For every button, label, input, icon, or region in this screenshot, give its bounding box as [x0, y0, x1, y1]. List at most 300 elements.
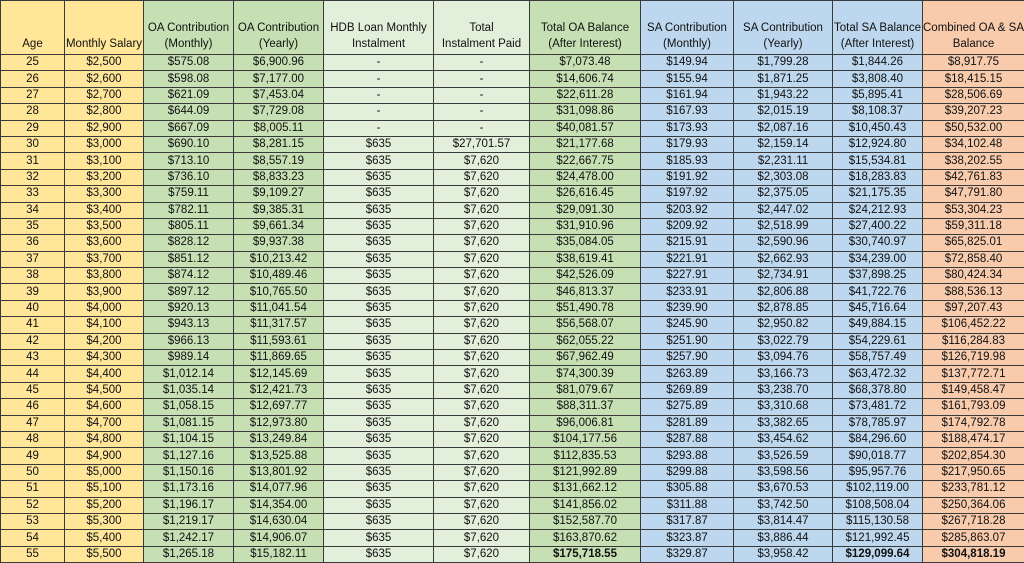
cell-combined-balance[interactable]: $202,854.30	[923, 448, 1024, 464]
cell-total-sa-balance[interactable]: $18,283.83	[833, 169, 923, 185]
cell-total-sa-balance[interactable]: $24,212.93	[833, 202, 923, 218]
cell-oa-monthly[interactable]: $667.09	[144, 120, 234, 136]
cell-oa-yearly[interactable]: $7,177.00	[234, 71, 324, 87]
cell-monthly-salary[interactable]: $3,900	[65, 284, 144, 300]
cell-oa-monthly[interactable]: $782.11	[144, 202, 234, 218]
cell-combined-balance[interactable]: $28,506.69	[923, 87, 1024, 103]
cell-oa-monthly[interactable]: $805.11	[144, 218, 234, 234]
header-age[interactable]	[1, 1, 65, 55]
cell-total-oa-balance[interactable]: $88,311.37	[530, 399, 641, 415]
cell-total-sa-balance[interactable]: $3,808.40	[833, 71, 923, 87]
cell-hdb-loan-instalment[interactable]: $635	[324, 350, 434, 366]
cell-oa-monthly[interactable]: $598.08	[144, 71, 234, 87]
cell-oa-monthly[interactable]: $1,265.18	[144, 546, 234, 562]
cell-combined-balance[interactable]: $53,304.23	[923, 202, 1024, 218]
cell-total-oa-balance[interactable]: $21,177.68	[530, 136, 641, 152]
cell-total-oa-balance[interactable]: $104,177.56	[530, 431, 641, 447]
cell-total-instalment-paid[interactable]: $7,620	[434, 202, 530, 218]
cell-age[interactable]: 34	[1, 202, 65, 218]
cell-total-sa-balance[interactable]: $84,296.60	[833, 431, 923, 447]
cell-age[interactable]: 48	[1, 431, 65, 447]
cell-sa-monthly[interactable]: $281.89	[641, 415, 734, 431]
cell-total-oa-balance[interactable]: $29,091.30	[530, 202, 641, 218]
cell-hdb-loan-instalment[interactable]: $635	[324, 251, 434, 267]
cell-oa-monthly[interactable]: $1,219.17	[144, 513, 234, 529]
cell-sa-yearly[interactable]: $2,159.14	[734, 136, 833, 152]
cell-oa-monthly[interactable]: $828.12	[144, 235, 234, 251]
cell-total-sa-balance[interactable]: $102,119.00	[833, 481, 923, 497]
cell-total-oa-balance[interactable]: $67,962.49	[530, 350, 641, 366]
cell-oa-yearly[interactable]: $11,041.54	[234, 300, 324, 316]
cell-age[interactable]: 55	[1, 546, 65, 562]
cell-oa-monthly[interactable]: $1,104.15	[144, 431, 234, 447]
cell-oa-yearly[interactable]: $13,801.92	[234, 464, 324, 480]
cell-sa-yearly[interactable]: $3,670.53	[734, 481, 833, 497]
cell-monthly-salary[interactable]: $2,800	[65, 104, 144, 120]
cell-oa-monthly[interactable]: $736.10	[144, 169, 234, 185]
cell-total-instalment-paid[interactable]: $7,620	[434, 218, 530, 234]
cell-sa-monthly[interactable]: $185.93	[641, 153, 734, 169]
cell-oa-monthly[interactable]: $621.09	[144, 87, 234, 103]
cell-total-instalment-paid[interactable]: -	[434, 55, 530, 71]
cell-total-oa-balance[interactable]: $112,835.53	[530, 448, 641, 464]
cell-sa-monthly[interactable]: $227.91	[641, 268, 734, 284]
cell-sa-monthly[interactable]: $203.92	[641, 202, 734, 218]
header-hdb-loan-instalment[interactable]	[324, 1, 434, 55]
cell-hdb-loan-instalment[interactable]: -	[324, 55, 434, 71]
cell-monthly-salary[interactable]: $3,300	[65, 186, 144, 202]
cell-oa-yearly[interactable]: $13,525.88	[234, 448, 324, 464]
cell-sa-yearly[interactable]: $1,943.22	[734, 87, 833, 103]
cell-sa-monthly[interactable]: $305.88	[641, 481, 734, 497]
cell-combined-balance[interactable]: $42,761.83	[923, 169, 1024, 185]
cell-oa-yearly[interactable]: $14,354.00	[234, 497, 324, 513]
cell-sa-monthly[interactable]: $299.88	[641, 464, 734, 480]
cell-combined-balance[interactable]: $97,207.43	[923, 300, 1024, 316]
cell-age[interactable]: 50	[1, 464, 65, 480]
cell-age[interactable]: 40	[1, 300, 65, 316]
cell-hdb-loan-instalment[interactable]: $635	[324, 169, 434, 185]
cell-combined-balance[interactable]: $38,202.55	[923, 153, 1024, 169]
cell-total-instalment-paid[interactable]: $7,620	[434, 415, 530, 431]
cell-hdb-loan-instalment[interactable]: $635	[324, 300, 434, 316]
cell-monthly-salary[interactable]: $3,800	[65, 268, 144, 284]
cell-age[interactable]: 32	[1, 169, 65, 185]
cell-total-oa-balance[interactable]: $31,098.86	[530, 104, 641, 120]
cell-age[interactable]: 29	[1, 120, 65, 136]
cell-hdb-loan-instalment[interactable]: $635	[324, 448, 434, 464]
cell-hdb-loan-instalment[interactable]: $635	[324, 268, 434, 284]
cell-total-sa-balance[interactable]: $68,378.80	[833, 382, 923, 398]
cell-oa-yearly[interactable]: $9,109.27	[234, 186, 324, 202]
cell-age[interactable]: 44	[1, 366, 65, 382]
cell-oa-monthly[interactable]: $1,242.17	[144, 530, 234, 546]
cell-sa-yearly[interactable]: $2,662.93	[734, 251, 833, 267]
cell-combined-balance[interactable]: $149,458.47	[923, 382, 1024, 398]
cell-monthly-salary[interactable]: $4,400	[65, 366, 144, 382]
cell-age[interactable]: 49	[1, 448, 65, 464]
cell-sa-monthly[interactable]: $155.94	[641, 71, 734, 87]
cell-hdb-loan-instalment[interactable]: -	[324, 104, 434, 120]
cell-combined-balance[interactable]: $304,818.19	[923, 546, 1024, 562]
cell-sa-monthly[interactable]: $239.90	[641, 300, 734, 316]
cell-monthly-salary[interactable]: $4,900	[65, 448, 144, 464]
cell-combined-balance[interactable]: $59,311.18	[923, 218, 1024, 234]
cell-sa-yearly[interactable]: $3,958.42	[734, 546, 833, 562]
cell-hdb-loan-instalment[interactable]: $635	[324, 186, 434, 202]
cell-age[interactable]: 28	[1, 104, 65, 120]
header-sa-yearly[interactable]	[734, 1, 833, 55]
cell-total-oa-balance[interactable]: $46,813.37	[530, 284, 641, 300]
cell-total-oa-balance[interactable]: $7,073.48	[530, 55, 641, 71]
cell-total-instalment-paid[interactable]: $7,620	[434, 153, 530, 169]
cell-sa-monthly[interactable]: $209.92	[641, 218, 734, 234]
cell-monthly-salary[interactable]: $4,200	[65, 333, 144, 349]
cell-sa-monthly[interactable]: $251.90	[641, 333, 734, 349]
header-combined-balance[interactable]	[923, 1, 1024, 55]
cell-hdb-loan-instalment[interactable]: $635	[324, 218, 434, 234]
cell-total-instalment-paid[interactable]: $7,620	[434, 268, 530, 284]
cell-monthly-salary[interactable]: $5,400	[65, 530, 144, 546]
cell-sa-yearly[interactable]: $3,886.44	[734, 530, 833, 546]
cell-total-instalment-paid[interactable]: $7,620	[434, 186, 530, 202]
cell-age[interactable]: 26	[1, 71, 65, 87]
cell-sa-yearly[interactable]: $2,375.05	[734, 186, 833, 202]
cell-total-sa-balance[interactable]: $8,108.37	[833, 104, 923, 120]
cell-hdb-loan-instalment[interactable]: $635	[324, 464, 434, 480]
cell-total-instalment-paid[interactable]: $7,620	[434, 350, 530, 366]
cell-sa-monthly[interactable]: $293.88	[641, 448, 734, 464]
cell-sa-yearly[interactable]: $1,799.28	[734, 55, 833, 71]
cell-oa-yearly[interactable]: $14,630.04	[234, 513, 324, 529]
cell-total-sa-balance[interactable]: $1,844.26	[833, 55, 923, 71]
cell-total-instalment-paid[interactable]: $7,620	[434, 399, 530, 415]
cell-oa-monthly[interactable]: $1,058.15	[144, 399, 234, 415]
cell-total-instalment-paid[interactable]: $7,620	[434, 366, 530, 382]
cell-oa-yearly[interactable]: $7,729.08	[234, 104, 324, 120]
cell-sa-monthly[interactable]: $191.92	[641, 169, 734, 185]
cell-sa-yearly[interactable]: $3,094.76	[734, 350, 833, 366]
cell-total-sa-balance[interactable]: $12,924.80	[833, 136, 923, 152]
cell-total-oa-balance[interactable]: $152,587.70	[530, 513, 641, 529]
cell-sa-monthly[interactable]: $275.89	[641, 399, 734, 415]
header-total-instalment-paid[interactable]	[434, 1, 530, 55]
cell-total-sa-balance[interactable]: $30,740.97	[833, 235, 923, 251]
cell-oa-monthly[interactable]: $690.10	[144, 136, 234, 152]
cell-total-sa-balance[interactable]: $129,099.64	[833, 546, 923, 562]
cell-monthly-salary[interactable]: $4,700	[65, 415, 144, 431]
cell-age[interactable]: 41	[1, 317, 65, 333]
cell-age[interactable]: 31	[1, 153, 65, 169]
cell-sa-monthly[interactable]: $233.91	[641, 284, 734, 300]
cell-monthly-salary[interactable]: $3,100	[65, 153, 144, 169]
cell-combined-balance[interactable]: $80,424.34	[923, 268, 1024, 284]
cell-monthly-salary[interactable]: $5,100	[65, 481, 144, 497]
cell-monthly-salary[interactable]: $4,800	[65, 431, 144, 447]
cell-sa-yearly[interactable]: $3,526.59	[734, 448, 833, 464]
cell-oa-monthly[interactable]: $851.12	[144, 251, 234, 267]
cell-total-sa-balance[interactable]: $54,229.61	[833, 333, 923, 349]
cell-age[interactable]: 36	[1, 235, 65, 251]
cell-sa-yearly[interactable]: $2,518.99	[734, 218, 833, 234]
cell-combined-balance[interactable]: $188,474.17	[923, 431, 1024, 447]
cell-total-instalment-paid[interactable]: $7,620	[434, 448, 530, 464]
cell-total-oa-balance[interactable]: $62,055.22	[530, 333, 641, 349]
cell-total-oa-balance[interactable]: $26,616.45	[530, 186, 641, 202]
cell-total-instalment-paid[interactable]: $7,620	[434, 333, 530, 349]
cell-oa-monthly[interactable]: $1,173.16	[144, 481, 234, 497]
header-total-oa-balance[interactable]	[530, 1, 641, 55]
cell-age[interactable]: 52	[1, 497, 65, 513]
cell-sa-yearly[interactable]: $2,087.16	[734, 120, 833, 136]
cell-monthly-salary[interactable]: $2,900	[65, 120, 144, 136]
cell-sa-yearly[interactable]: $2,950.82	[734, 317, 833, 333]
cell-age[interactable]: 35	[1, 218, 65, 234]
cell-sa-monthly[interactable]: $179.93	[641, 136, 734, 152]
cell-total-instalment-paid[interactable]: -	[434, 87, 530, 103]
cell-total-oa-balance[interactable]: $14,606.74	[530, 71, 641, 87]
cell-oa-monthly[interactable]: $1,127.16	[144, 448, 234, 464]
cell-sa-monthly[interactable]: $197.92	[641, 186, 734, 202]
cell-monthly-salary[interactable]: $3,500	[65, 218, 144, 234]
cell-total-instalment-paid[interactable]: $7,620	[434, 382, 530, 398]
cell-oa-yearly[interactable]: $11,593.61	[234, 333, 324, 349]
cell-total-instalment-paid[interactable]: $7,620	[434, 235, 530, 251]
cell-total-sa-balance[interactable]: $10,450.43	[833, 120, 923, 136]
cell-hdb-loan-instalment[interactable]: $635	[324, 546, 434, 562]
cell-combined-balance[interactable]: $65,825.01	[923, 235, 1024, 251]
cell-total-instalment-paid[interactable]: $7,620	[434, 251, 530, 267]
cell-sa-monthly[interactable]: $221.91	[641, 251, 734, 267]
cell-sa-monthly[interactable]: $263.89	[641, 366, 734, 382]
cell-hdb-loan-instalment[interactable]: $635	[324, 497, 434, 513]
cell-sa-yearly[interactable]: $2,231.11	[734, 153, 833, 169]
cell-oa-monthly[interactable]: $713.10	[144, 153, 234, 169]
cell-oa-monthly[interactable]: $943.13	[144, 317, 234, 333]
cell-oa-yearly[interactable]: $7,453.04	[234, 87, 324, 103]
cell-sa-yearly[interactable]: $3,742.50	[734, 497, 833, 513]
cell-sa-yearly[interactable]: $3,166.73	[734, 366, 833, 382]
cell-total-oa-balance[interactable]: $56,568.07	[530, 317, 641, 333]
cell-oa-yearly[interactable]: $9,385.31	[234, 202, 324, 218]
cell-age[interactable]: 42	[1, 333, 65, 349]
cell-oa-yearly[interactable]: $8,833.23	[234, 169, 324, 185]
cell-oa-yearly[interactable]: $11,317.57	[234, 317, 324, 333]
cell-oa-yearly[interactable]: $11,869.65	[234, 350, 324, 366]
cell-sa-yearly[interactable]: $2,590.96	[734, 235, 833, 251]
cell-hdb-loan-instalment[interactable]: -	[324, 120, 434, 136]
header-oa-yearly[interactable]	[234, 1, 324, 55]
cell-combined-balance[interactable]: $161,793.09	[923, 399, 1024, 415]
cell-total-sa-balance[interactable]: $108,508.04	[833, 497, 923, 513]
cell-monthly-salary[interactable]: $2,600	[65, 71, 144, 87]
cell-oa-monthly[interactable]: $644.09	[144, 104, 234, 120]
cell-total-sa-balance[interactable]: $121,992.45	[833, 530, 923, 546]
cell-sa-monthly[interactable]: $245.90	[641, 317, 734, 333]
cell-oa-yearly[interactable]: $12,973.80	[234, 415, 324, 431]
cell-monthly-salary[interactable]: $3,700	[65, 251, 144, 267]
cell-sa-yearly[interactable]: $3,454.62	[734, 431, 833, 447]
cell-oa-yearly[interactable]: $10,489.46	[234, 268, 324, 284]
cell-total-instalment-paid[interactable]: $7,620	[434, 284, 530, 300]
cell-combined-balance[interactable]: $174,792.78	[923, 415, 1024, 431]
cell-total-oa-balance[interactable]: $31,910.96	[530, 218, 641, 234]
cell-oa-monthly[interactable]: $759.11	[144, 186, 234, 202]
cell-sa-yearly[interactable]: $2,878.85	[734, 300, 833, 316]
cell-combined-balance[interactable]: $50,532.00	[923, 120, 1024, 136]
cell-oa-yearly[interactable]: $8,557.19	[234, 153, 324, 169]
cell-total-sa-balance[interactable]: $45,716.64	[833, 300, 923, 316]
cell-oa-yearly[interactable]: $9,937.38	[234, 235, 324, 251]
cell-total-oa-balance[interactable]: $175,718.55	[530, 546, 641, 562]
cell-sa-monthly[interactable]: $323.87	[641, 530, 734, 546]
header-monthly-salary[interactable]	[65, 1, 144, 55]
cell-age[interactable]: 33	[1, 186, 65, 202]
cell-sa-monthly[interactable]: $287.88	[641, 431, 734, 447]
cell-monthly-salary[interactable]: $3,600	[65, 235, 144, 251]
cell-sa-yearly[interactable]: $3,022.79	[734, 333, 833, 349]
cell-sa-monthly[interactable]: $161.94	[641, 87, 734, 103]
cell-hdb-loan-instalment[interactable]: $635	[324, 366, 434, 382]
header-oa-monthly[interactable]	[144, 1, 234, 55]
cell-sa-monthly[interactable]: $215.91	[641, 235, 734, 251]
cell-sa-monthly[interactable]: $269.89	[641, 382, 734, 398]
cell-total-oa-balance[interactable]: $51,490.78	[530, 300, 641, 316]
cell-combined-balance[interactable]: $285,863.07	[923, 530, 1024, 546]
cell-sa-monthly[interactable]: $167.93	[641, 104, 734, 120]
cell-monthly-salary[interactable]: $4,500	[65, 382, 144, 398]
cell-oa-yearly[interactable]: $12,421.73	[234, 382, 324, 398]
cell-oa-monthly[interactable]: $575.08	[144, 55, 234, 71]
cell-sa-yearly[interactable]: $2,734.91	[734, 268, 833, 284]
cell-sa-yearly[interactable]: $3,238.70	[734, 382, 833, 398]
cell-combined-balance[interactable]: $8,917.75	[923, 55, 1024, 71]
cell-sa-monthly[interactable]: $329.87	[641, 546, 734, 562]
cell-oa-yearly[interactable]: $8,005.11	[234, 120, 324, 136]
cell-monthly-salary[interactable]: $4,000	[65, 300, 144, 316]
cell-hdb-loan-instalment[interactable]: $635	[324, 399, 434, 415]
cell-oa-yearly[interactable]: $14,077.96	[234, 481, 324, 497]
cell-sa-monthly[interactable]: $173.93	[641, 120, 734, 136]
cell-oa-monthly[interactable]: $874.12	[144, 268, 234, 284]
cell-total-instalment-paid[interactable]: $7,620	[434, 464, 530, 480]
cell-total-sa-balance[interactable]: $27,400.22	[833, 218, 923, 234]
cell-hdb-loan-instalment[interactable]: $635	[324, 284, 434, 300]
cell-total-instalment-paid[interactable]: $7,620	[434, 300, 530, 316]
cell-age[interactable]: 27	[1, 87, 65, 103]
cell-age[interactable]: 53	[1, 513, 65, 529]
cell-total-sa-balance[interactable]: $49,884.15	[833, 317, 923, 333]
cell-oa-yearly[interactable]: $14,906.07	[234, 530, 324, 546]
cell-total-instalment-paid[interactable]: -	[434, 104, 530, 120]
cell-total-sa-balance[interactable]: $58,757.49	[833, 350, 923, 366]
cell-age[interactable]: 38	[1, 268, 65, 284]
cell-total-oa-balance[interactable]: $163,870.62	[530, 530, 641, 546]
cell-oa-monthly[interactable]: $1,081.15	[144, 415, 234, 431]
cell-hdb-loan-instalment[interactable]: $635	[324, 530, 434, 546]
cell-oa-yearly[interactable]: $10,765.50	[234, 284, 324, 300]
cell-total-instalment-paid[interactable]: $7,620	[434, 481, 530, 497]
cell-oa-yearly[interactable]: $15,182.11	[234, 546, 324, 562]
cell-total-oa-balance[interactable]: $141,856.02	[530, 497, 641, 513]
cell-combined-balance[interactable]: $72,858.40	[923, 251, 1024, 267]
cell-hdb-loan-instalment[interactable]: $635	[324, 415, 434, 431]
cell-total-oa-balance[interactable]: $22,611.28	[530, 87, 641, 103]
cell-combined-balance[interactable]: $217,950.65	[923, 464, 1024, 480]
cell-total-sa-balance[interactable]: $78,785.97	[833, 415, 923, 431]
cell-sa-yearly[interactable]: $3,382.65	[734, 415, 833, 431]
cell-total-oa-balance[interactable]: $81,079.67	[530, 382, 641, 398]
cell-total-instalment-paid[interactable]: $7,620	[434, 546, 530, 562]
cell-hdb-loan-instalment[interactable]: $635	[324, 235, 434, 251]
cell-hdb-loan-instalment[interactable]: $635	[324, 513, 434, 529]
cell-total-instalment-paid[interactable]: $7,620	[434, 530, 530, 546]
cell-hdb-loan-instalment[interactable]: $635	[324, 153, 434, 169]
cell-total-sa-balance[interactable]: $21,175.35	[833, 186, 923, 202]
cell-sa-monthly[interactable]: $311.88	[641, 497, 734, 513]
cell-sa-yearly[interactable]: $2,015.19	[734, 104, 833, 120]
cell-combined-balance[interactable]: $137,772.71	[923, 366, 1024, 382]
cell-monthly-salary[interactable]: $4,600	[65, 399, 144, 415]
cell-age[interactable]: 37	[1, 251, 65, 267]
cell-monthly-salary[interactable]: $3,000	[65, 136, 144, 152]
cell-oa-yearly[interactable]: $13,249.84	[234, 431, 324, 447]
cell-monthly-salary[interactable]: $3,400	[65, 202, 144, 218]
cell-monthly-salary[interactable]: $3,200	[65, 169, 144, 185]
cell-combined-balance[interactable]: $116,284.83	[923, 333, 1024, 349]
cell-monthly-salary[interactable]: $4,100	[65, 317, 144, 333]
cell-age[interactable]: 46	[1, 399, 65, 415]
cell-total-oa-balance[interactable]: $121,992.89	[530, 464, 641, 480]
cell-oa-monthly[interactable]: $920.13	[144, 300, 234, 316]
cell-total-instalment-paid[interactable]: $7,620	[434, 431, 530, 447]
cell-total-sa-balance[interactable]: $41,722.76	[833, 284, 923, 300]
cell-oa-monthly[interactable]: $966.13	[144, 333, 234, 349]
cell-combined-balance[interactable]: $106,452.22	[923, 317, 1024, 333]
cell-sa-monthly[interactable]: $317.87	[641, 513, 734, 529]
cell-total-sa-balance[interactable]: $63,472.32	[833, 366, 923, 382]
cell-oa-monthly[interactable]: $1,035.14	[144, 382, 234, 398]
cell-age[interactable]: 43	[1, 350, 65, 366]
cell-sa-yearly[interactable]: $3,310.68	[734, 399, 833, 415]
cell-age[interactable]: 47	[1, 415, 65, 431]
cell-hdb-loan-instalment[interactable]: $635	[324, 333, 434, 349]
cell-oa-yearly[interactable]: $9,661.34	[234, 218, 324, 234]
cell-combined-balance[interactable]: $267,718.28	[923, 513, 1024, 529]
header-total-sa-balance[interactable]	[833, 1, 923, 55]
cell-age[interactable]: 30	[1, 136, 65, 152]
cell-oa-yearly[interactable]: $6,900.96	[234, 55, 324, 71]
cell-total-instalment-paid[interactable]: -	[434, 120, 530, 136]
header-sa-monthly[interactable]	[641, 1, 734, 55]
cell-total-oa-balance[interactable]: $74,300.39	[530, 366, 641, 382]
cell-oa-monthly[interactable]: $1,196.17	[144, 497, 234, 513]
cell-combined-balance[interactable]: $47,791.80	[923, 186, 1024, 202]
cell-monthly-salary[interactable]: $2,500	[65, 55, 144, 71]
cell-total-oa-balance[interactable]: $35,084.05	[530, 235, 641, 251]
cell-oa-monthly[interactable]: $1,012.14	[144, 366, 234, 382]
cell-hdb-loan-instalment[interactable]: $635	[324, 136, 434, 152]
cell-total-sa-balance[interactable]: $90,018.77	[833, 448, 923, 464]
cell-hdb-loan-instalment[interactable]: -	[324, 87, 434, 103]
cell-sa-yearly[interactable]: $3,814.47	[734, 513, 833, 529]
cell-oa-yearly[interactable]: $10,213.42	[234, 251, 324, 267]
cell-oa-monthly[interactable]: $1,150.16	[144, 464, 234, 480]
cell-total-instalment-paid[interactable]: $27,701.57	[434, 136, 530, 152]
cell-hdb-loan-instalment[interactable]: $635	[324, 317, 434, 333]
cell-age[interactable]: 45	[1, 382, 65, 398]
cell-sa-monthly[interactable]: $257.90	[641, 350, 734, 366]
